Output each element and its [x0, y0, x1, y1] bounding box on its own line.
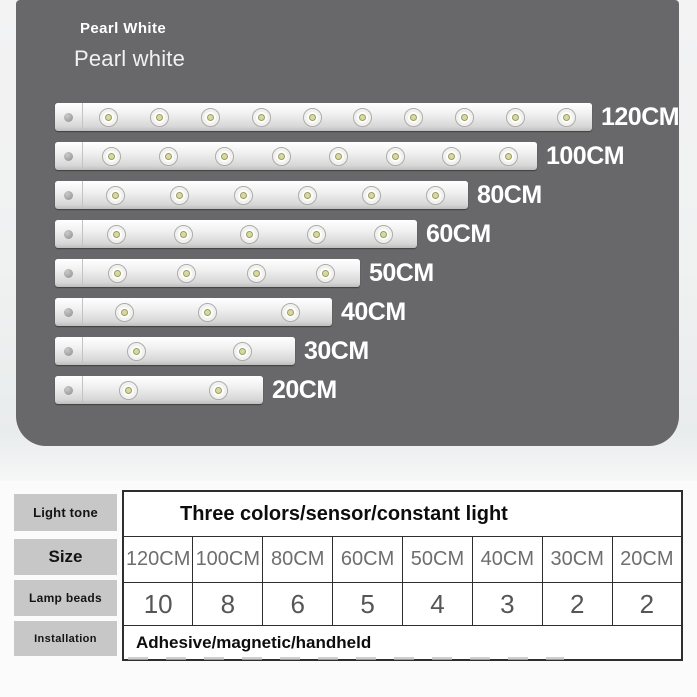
motion-sensor-icon	[64, 113, 73, 122]
led-core-icon	[512, 114, 519, 121]
led-strip	[83, 259, 360, 287]
sensor-section	[55, 259, 83, 287]
color-title-light: Pearl white	[74, 46, 186, 71]
led-core-icon	[253, 270, 260, 277]
light-bar-row	[55, 259, 679, 287]
lamp-beads-cell: 5	[333, 583, 403, 626]
motion-sensor-icon	[64, 386, 73, 395]
size-cell: 40CM	[472, 537, 542, 583]
led-core-icon	[335, 153, 342, 160]
led-bead-icon	[99, 108, 118, 127]
led-bead-icon	[107, 225, 126, 244]
led-strip	[83, 103, 592, 131]
row-label-light-tone: Light tone	[14, 494, 117, 531]
light-bar	[55, 337, 295, 365]
led-core-icon	[176, 192, 183, 199]
bar-length-label: 60CM	[426, 220, 491, 248]
led-core-icon	[207, 114, 214, 121]
led-bead-icon	[298, 186, 317, 205]
size-cell: 60CM	[333, 537, 403, 583]
led-bead-icon	[404, 108, 423, 127]
led-bead-icon	[119, 381, 138, 400]
led-core-icon	[309, 114, 316, 121]
led-bead-icon	[127, 342, 146, 361]
cropped-text-remnant	[128, 657, 564, 660]
led-core-icon	[359, 114, 366, 121]
led-bead-icon	[442, 147, 461, 166]
led-bead-icon	[455, 108, 474, 127]
led-core-icon	[125, 387, 132, 394]
light-bar	[55, 259, 360, 287]
led-strip	[83, 142, 537, 170]
led-core-icon	[180, 231, 187, 238]
sensor-section	[55, 376, 83, 404]
lamp-beads-cell: 3	[472, 583, 542, 626]
light-bar-row	[55, 376, 679, 404]
led-core-icon	[114, 270, 121, 277]
led-bead-icon	[386, 147, 405, 166]
led-strip	[83, 376, 263, 404]
motion-sensor-icon	[64, 191, 73, 200]
led-core-icon	[368, 192, 375, 199]
led-bead-icon	[329, 147, 348, 166]
bar-length-label: 20CM	[272, 376, 337, 404]
led-core-icon	[240, 192, 247, 199]
led-core-icon	[246, 231, 253, 238]
motion-sensor-icon	[64, 347, 73, 356]
sensor-section	[55, 337, 83, 365]
led-bead-icon	[353, 108, 372, 127]
bar-length-label: 50CM	[369, 259, 434, 287]
led-core-icon	[313, 231, 320, 238]
motion-sensor-icon	[64, 308, 73, 317]
led-strip	[83, 298, 332, 326]
led-core-icon	[432, 192, 439, 199]
light-bar-row	[55, 181, 679, 209]
led-core-icon	[183, 270, 190, 277]
led-strip	[83, 337, 295, 365]
led-core-icon	[563, 114, 570, 121]
led-core-icon	[113, 231, 120, 238]
light-bar-row	[55, 103, 679, 131]
led-bead-icon	[247, 264, 266, 283]
led-core-icon	[204, 309, 211, 316]
light-bar-row	[55, 337, 679, 365]
led-core-icon	[304, 192, 311, 199]
led-strip	[83, 181, 468, 209]
led-core-icon	[448, 153, 455, 160]
motion-sensor-icon	[64, 230, 73, 239]
pearl-white-panel	[16, 0, 679, 446]
led-core-icon	[392, 153, 399, 160]
light-bar	[55, 142, 537, 170]
led-core-icon	[112, 192, 119, 199]
led-bead-icon	[316, 264, 335, 283]
sensor-section	[55, 298, 83, 326]
led-core-icon	[322, 270, 329, 277]
led-core-icon	[505, 153, 512, 160]
led-bead-icon	[233, 342, 252, 361]
led-bead-icon	[198, 303, 217, 322]
size-comparison-bars	[55, 103, 679, 415]
spec-table-row	[123, 491, 682, 537]
led-bead-icon	[303, 108, 322, 127]
bar-length-label: 120CM	[601, 103, 680, 131]
led-bead-icon	[108, 264, 127, 283]
led-bead-icon	[272, 147, 291, 166]
led-bead-icon	[174, 225, 193, 244]
sensor-section	[55, 181, 83, 209]
led-bead-icon	[150, 108, 169, 127]
light-bar	[55, 181, 468, 209]
light-tone-value-cell: Three colors/sensor/constant light	[123, 491, 682, 537]
led-core-icon	[461, 114, 468, 121]
led-core-icon	[133, 348, 140, 355]
row-label-lamp-beads: Lamp beads	[14, 580, 117, 616]
motion-sensor-icon	[64, 269, 73, 278]
spec-table-row	[123, 583, 682, 626]
led-bead-icon	[240, 225, 259, 244]
led-core-icon	[380, 231, 387, 238]
sensor-section	[55, 103, 83, 131]
light-bar-row	[55, 298, 679, 326]
size-cell: 120CM	[123, 537, 193, 583]
bar-length-label: 30CM	[304, 337, 369, 365]
led-core-icon	[410, 114, 417, 121]
led-core-icon	[287, 309, 294, 316]
led-bead-icon	[201, 108, 220, 127]
spec-table-row	[123, 537, 682, 583]
sensor-section	[55, 142, 83, 170]
bar-length-label: 80CM	[477, 181, 542, 209]
led-core-icon	[121, 309, 128, 316]
led-bead-icon	[506, 108, 525, 127]
led-bead-icon	[159, 147, 178, 166]
installation-value-cell: Adhesive/magnetic/handheld	[123, 626, 682, 661]
led-bead-icon	[102, 147, 121, 166]
lamp-beads-cell: 2	[542, 583, 612, 626]
led-bead-icon	[209, 381, 228, 400]
led-bead-icon	[106, 186, 125, 205]
light-bar	[55, 376, 263, 404]
led-core-icon	[221, 153, 228, 160]
light-bar-row	[55, 142, 679, 170]
led-bead-icon	[215, 147, 234, 166]
led-core-icon	[105, 114, 112, 121]
light-bar	[55, 298, 332, 326]
led-bead-icon	[170, 186, 189, 205]
size-cell: 30CM	[542, 537, 612, 583]
bar-length-label: 100CM	[546, 142, 625, 170]
led-bead-icon	[362, 186, 381, 205]
led-bead-icon	[177, 264, 196, 283]
led-bead-icon	[234, 186, 253, 205]
led-core-icon	[156, 114, 163, 121]
led-bead-icon	[374, 225, 393, 244]
size-cell: 80CM	[263, 537, 333, 583]
led-core-icon	[165, 153, 172, 160]
lamp-beads-cell: 4	[403, 583, 473, 626]
row-label-size: Size	[14, 539, 117, 575]
led-core-icon	[108, 153, 115, 160]
led-bead-icon	[252, 108, 271, 127]
led-core-icon	[215, 387, 222, 394]
led-core-icon	[278, 153, 285, 160]
motion-sensor-icon	[64, 152, 73, 161]
led-core-icon	[258, 114, 265, 121]
sensor-section	[55, 220, 83, 248]
led-bead-icon	[426, 186, 445, 205]
spec-table	[122, 490, 683, 661]
size-cell: 50CM	[403, 537, 473, 583]
spec-table-row	[123, 626, 682, 661]
led-strip	[83, 220, 417, 248]
led-core-icon	[239, 348, 246, 355]
lamp-beads-cell: 8	[193, 583, 263, 626]
bar-length-label: 40CM	[341, 298, 406, 326]
color-title-bold: Pearl White	[80, 20, 167, 37]
lamp-beads-cell: 2	[612, 583, 682, 626]
row-label-installation: Installation	[14, 621, 117, 656]
led-bead-icon	[281, 303, 300, 322]
size-cell: 20CM	[612, 537, 682, 583]
led-bead-icon	[499, 147, 518, 166]
led-bead-icon	[115, 303, 134, 322]
led-bead-icon	[557, 108, 576, 127]
led-bead-icon	[307, 225, 326, 244]
light-bar-row	[55, 220, 679, 248]
lamp-beads-cell: 10	[123, 583, 193, 626]
lamp-beads-cell: 6	[263, 583, 333, 626]
size-cell: 100CM	[193, 537, 263, 583]
light-bar	[55, 220, 417, 248]
light-bar	[55, 103, 592, 131]
